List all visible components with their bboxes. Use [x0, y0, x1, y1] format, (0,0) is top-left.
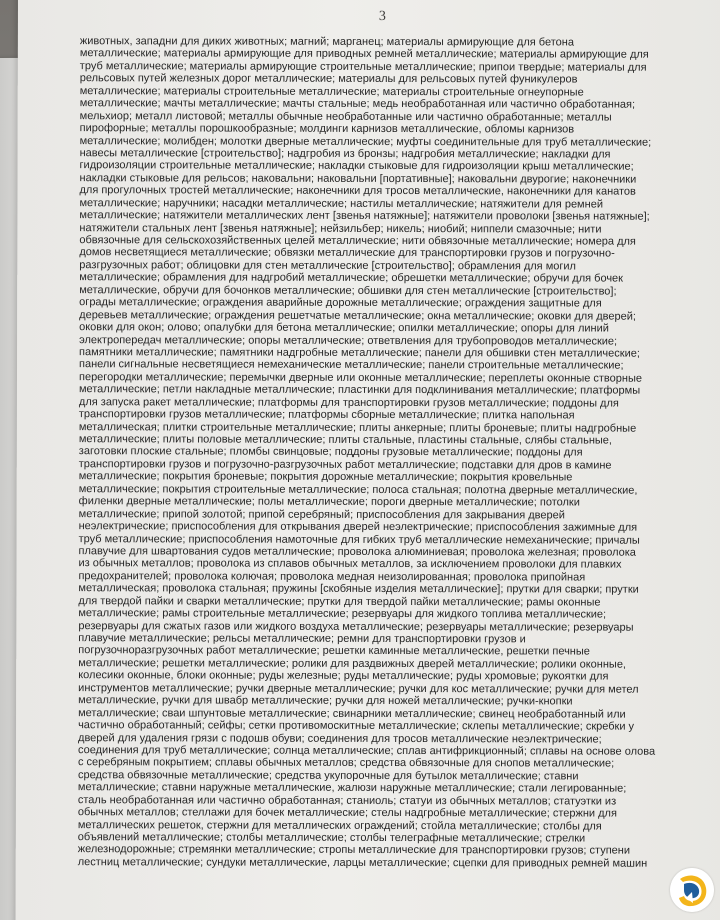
document-text-line: резервуары для сжатых газов или жидкого воздуха металлические; резервуары металлические; резервуары	[78, 619, 634, 634]
page-number: 3	[378, 8, 386, 24]
document-text-line: металлические; материалы армирующие для приводных ремней металлические; материалы армирующие для	[79, 47, 649, 62]
document-text-line: металлические, ручки для швабр металлические; ручки для ножей металлические; ручки-кнопки	[78, 694, 573, 708]
document-text-line: металлические; рамы строительные металлические; резервуары для жидкого топлива металлические;	[78, 607, 607, 621]
document-page	[16, 0, 720, 920]
document-text-line: колесики оконные, блоки оконные; руды железные; руды металлические; руды хромовые; рукоятки для	[78, 669, 609, 683]
document-text-line: мельхиор; металл листовой; металлы обычные необработанные или частично обработанные; металлы	[79, 109, 612, 124]
document-text-line: домов несветящиеся металлические; обвязки металлические для транспортировки грузов и погрузочно-	[79, 246, 615, 261]
document-text-line: накладки стыковые для рельсов; наковальни; наковальни [портативные]; наковальни двурогие; наконечники	[79, 171, 637, 186]
document-text-line: металлические; натяжители металлических лент [звенья натяжные]; натяжители проволоки [звенья натяжные];	[79, 209, 650, 223]
document-text-line: транспортировки грузов металлические; платформы сборные металлические; плитка напольная	[78, 408, 575, 422]
document-text-line: для прогулочных тростей металлические; наконечники для тросов металлические, наконечники для канатов	[79, 184, 636, 198]
document-text-line: металлические; обрамления для надгробий металлические; обрешетки металлические; обручи для бочек	[79, 271, 624, 285]
document-text-line: навесы металлические [строительство]; надгробия из бронзы; надгробия металлические; накладки для	[79, 147, 611, 161]
document-text-line: дверей для удаления грязи с подошв обуви; соединения для тросов металлические неэлектрические;	[78, 731, 602, 746]
document-text-line: труб металлические; материалы армирующие строительные металлические; припои твердые; материалы для	[79, 60, 647, 74]
document-text-line: плавучие для швартования судов металлические; проволока алюминиевая; проволока железная; проволока	[78, 545, 636, 559]
document-text-line: плавучие металлические; рельсы металлические; ремни для транспортировки грузов и	[78, 632, 526, 646]
document-text-line: обычных металлов; стеллажи для бочек металлические; стелы надгробные металлические; стержни для	[77, 806, 617, 820]
document-text-line: обвязочные для сельскохозяйственных целей металлические; нити обвязочные металлические; номера для	[79, 234, 636, 248]
document-text-line: оковки для окон; олово; опалубки для бетона металлические; опилки металлические; опоры для линий	[79, 321, 609, 335]
document-text-line: животных, западни для диких животных; магний; марганец; материалы армирующие для бетона	[79, 35, 574, 49]
document-text-line: с серебряным покрытием; сплавы обычных металлов; средства обвязочные для снопов металлические;	[77, 756, 615, 770]
document-text-line: электропередач металлические; опоры металлические; ответвления для трубопроводов металлические;	[79, 333, 618, 348]
document-text-line: деревьев металлические; ограждения решетчатые металлические; окна металлические; оковки для дверей;	[79, 308, 636, 323]
document-text-line: натяжители стальных лент [звенья натяжные]; нейзильбер; никель; ниобий; ниппели смазочные; нити	[79, 221, 602, 236]
document-text-line: заготовки плоские стальные; пломбы свинцовые; поддоны грузовые металлические; поддоны для	[78, 445, 583, 459]
document-text-line: филенки дверные металлические; полы металлические; пороги дверные металлические; потолки	[78, 495, 580, 509]
document-text-line: металлические; сваи шпунтовые металлические; свинарники металлические; свинец необработанный или	[78, 706, 626, 721]
document-text-line: предохранителей; проволока колючая; проволока медная неизолированная; проволока припойная	[78, 569, 586, 584]
document-text-line: металлические, обручи для бочонков металлические; обшивки для стен металлические [строительство];	[79, 283, 617, 298]
document-text-line: разгрузочных работ; облицовки для стен металлические [строительство]; обрамления для могил	[79, 259, 576, 273]
document-text-line: металлические; решетки металлические; ролики для раздвижных дверей металлические; ролики оконные,	[78, 657, 627, 671]
document-text-line: металлические; покрытия строительные металлические; полоса стальная; полотна дверные металлические,	[78, 482, 638, 497]
document-text-line: металлические; наручники; насадки металлические; настилы металлические; натяжители для ремней	[79, 196, 603, 211]
document-text-line: из обычных металлов; проволока из сплавов обычных металлов, за исключением проволоки для плавких	[78, 557, 622, 571]
document-text-line: инструментов металлические; ручки дверные металлические; ручки для кос металлические; ручки для метел	[78, 681, 639, 696]
document-text-line: соединения для труб металлические; солнца металлические; сплав антифрикционный; сплавы на основе олова	[78, 744, 656, 758]
document-text-line: металлические; плиты половые металлические; плиты стальные, пластины стальные, слябы стальные,	[78, 433, 613, 447]
document-text-line: ограды металлические; ограждения аварийные дорожные металлические; ограждения защитные для	[79, 296, 602, 310]
document-text-line: металлическая; проволока стальная; пружины [скобяные изделия металлические]; прутки для сварки; прутки	[78, 582, 639, 596]
document-text-line: памятники металлические; памятники надгробные металлические; панели для обшивки стен металлические;	[79, 346, 640, 360]
document-text-line: рельсовых путей железных дорог металлические; материалы для рельсовых путей фуникулеров	[79, 72, 578, 86]
document-text-line: объявлений металлические; столбы металлические; столбы телеграфные металлические; стрелки	[77, 831, 586, 845]
document-text-line: средства обвязочные металлические; средства укупорочные для бутылок металлические; ставни	[77, 768, 579, 783]
document-text-line: металлические; мачты металлические; мачты стальные; медь необработанная или частично обработанная;	[79, 97, 636, 111]
brand-logo-icon	[670, 868, 714, 912]
document-text-line: железнодорожные; стремянки металлические; стропы металлические для транспортировки грузов; ступени	[77, 843, 631, 858]
document-text-block	[78, 35, 700, 870]
document-text-line: для твердой пайки и сварки металлические; прутки для твердой пайки металлические; рамы оконные	[78, 594, 601, 609]
document-text-line: сталь необработанная или частично обработанная; станиоль; статуи из обычных металлов; статуэтки из	[77, 793, 617, 808]
document-text-line: для запуска ракет металлические; платформы для транспортировки грузов металлические; поддоны для	[78, 395, 619, 410]
document-text-line: труб металлические; приспособления намоточные для гибких труб металлические немеханические; причалы	[78, 532, 640, 547]
document-text-line: неэлектрические; приспособления для открывания дверей неэлектрические; приспособления зажимные для	[78, 520, 638, 534]
document-text-line: металлических решеток, стержни для металлических ограждений; стойла металлические; столбы для	[77, 818, 602, 833]
document-text-line: лестниц металлические; сундуки металлические, ларцы металлические; сцепки для приводных ремней машин	[77, 856, 648, 870]
document-text-line: металлические; ставни наружные металлические, жалюзи наружные металлические; стали легированные;	[77, 781, 627, 795]
document-text-line: металлические; покрытия броневые; покрытия дорожные металлические; покрытия кровельные	[78, 470, 573, 484]
document-text-line: частично обработанный; сейфы; сетки противомоскитные металлические; склепы металлические; скребки у	[78, 719, 635, 733]
document-text-line: металлические; петли накладные металлические; пластинки для подклинивания металлические; платформы	[78, 383, 641, 397]
document-text-line: пирофорные; металлы порошкообразные; молдинги карнизов металлические, обломы карнизов	[79, 122, 575, 136]
document-text-line: металлическая; плитки строительные металлические; плиты анкерные; плиты броневые; плиты надгробные	[78, 420, 637, 435]
document-text-line: погрузочноразгрузочных работ металлические; решетки каминные металлические, решетки печные	[78, 644, 590, 658]
document-text-line: транспортировки грузов и погрузочно-разгрузочных работ металлические; подставки для дров в камине	[78, 458, 612, 472]
document-text-line: панели сигнальные несветящиеся немеханические металлические; панели строительные металлические;	[79, 358, 624, 372]
brand-logo-badge	[670, 868, 714, 912]
document-text-line: металлические; материалы строительные металлические; материалы строительные огнеупорные	[79, 84, 584, 99]
document-text-line: металлические; молибден; молотки дверные металлические; муфты соединительные для труб металлические;	[79, 134, 652, 149]
document-text-line: перегородки металлические; перемычки дверные или оконные металлические; переплеты оконные створные	[78, 370, 643, 385]
document-text-line: гидроизоляции строительные металлические; накладки стыковые для гидроизоляции крыш металлические;	[79, 159, 634, 173]
document-text-line: металлические; припой золотой; припой серебряный; приспособления для закрывания дверей	[78, 507, 565, 522]
